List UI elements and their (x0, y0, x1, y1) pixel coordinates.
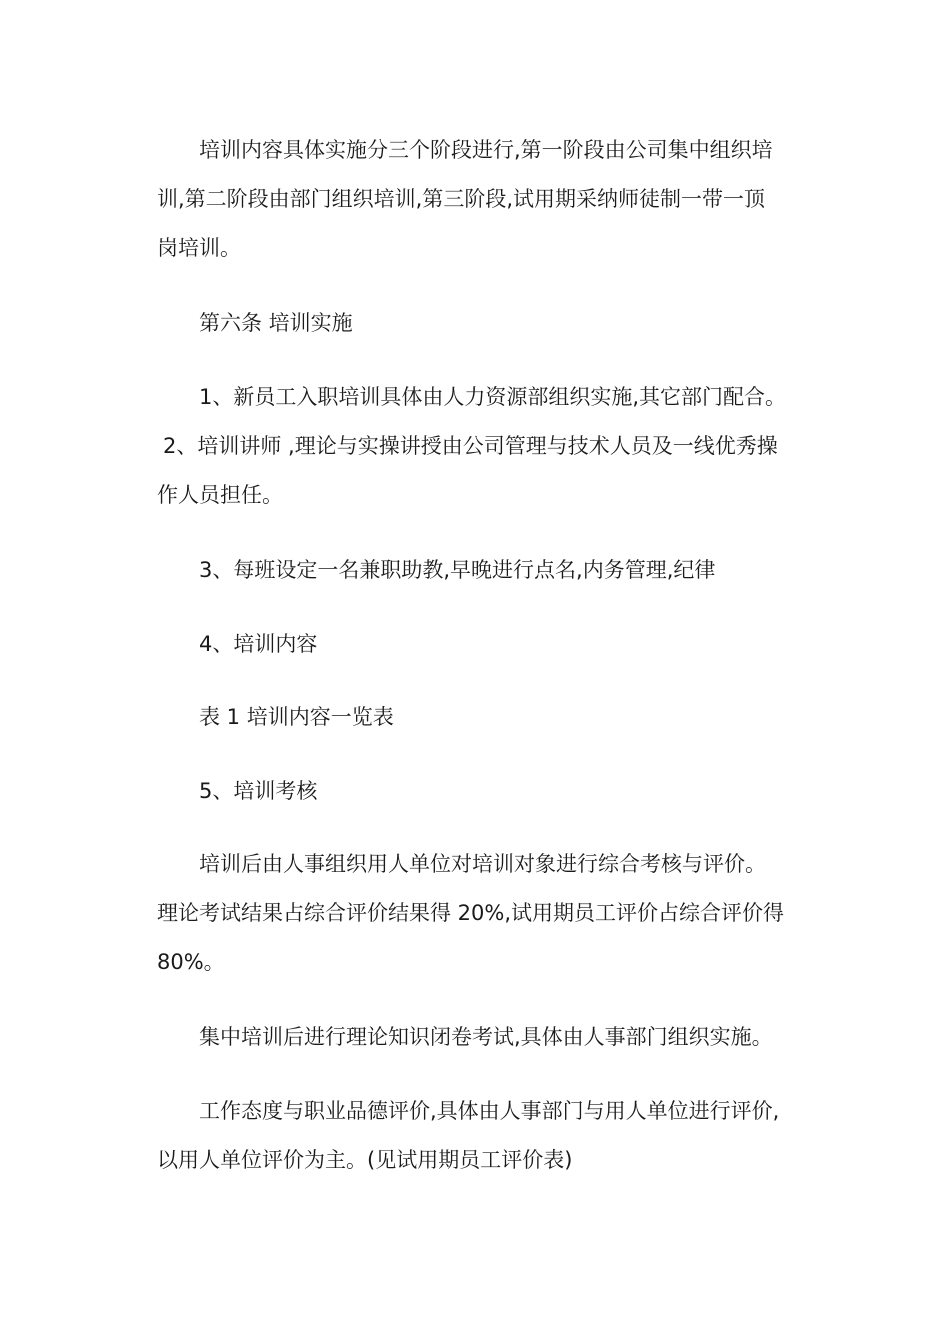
paragraph-exam (157, 1013, 797, 1062)
text-line: 作人员担任。 (157, 483, 283, 507)
text-line: 训,第二阶段由部门组织培训,第三阶段,试用期采纳师徒制一带一顶 (157, 187, 766, 211)
paragraph-item-3 (157, 546, 797, 595)
paragraph-items-1-2 (157, 373, 797, 520)
text-line: 4、培训内容 (199, 632, 318, 656)
text-line: 岗培训。 (157, 236, 241, 260)
text-line: 3、每班设定一名兼职助教,早晚进行点名,内务管理,纪律 (199, 558, 716, 582)
text-line: 2、培训讲师 ,理论与实操讲授由公司管理与技术人员及一线优秀操 (163, 434, 778, 458)
text-line: 理论考试结果占综合评价结果得 20%,试用期员工评价占综合评价得 (157, 901, 785, 925)
section-heading-article-6 (157, 299, 797, 348)
text-line: 集中培训后进行理论知识闭卷考试,具体由人事部门组织实施。 (199, 1025, 773, 1049)
paragraph-evaluation (157, 1087, 797, 1185)
paragraph-item-4 (157, 620, 797, 669)
text-line: 5、培训考核 (199, 779, 318, 803)
table-caption (157, 693, 797, 742)
paragraph-training-stages (157, 126, 797, 273)
text-line: 培训内容具体实施分三个阶段进行,第一阶段由公司集中组织培 (199, 138, 773, 162)
paragraph-assessment (157, 840, 797, 987)
text-line: 表 1 培训内容一览表 (199, 705, 394, 729)
text-line: 工作态度与职业品德评价,具体由人事部门与用人单位进行评价, (199, 1099, 780, 1123)
paragraph-item-5 (157, 767, 797, 816)
text-line: 以用人单位评价为主。(见试用期员工评价表) (157, 1148, 573, 1172)
text-line: 1、新员工入职培训具体由人力资源部组织实施,其它部门配合。 (199, 385, 787, 409)
text-line: 培训后由人事组织用人单位对培训对象进行综合考核与评价。 (199, 852, 766, 876)
text-line: 80%。 (157, 950, 225, 974)
text-line: 第六条 培训实施 (199, 311, 353, 335)
